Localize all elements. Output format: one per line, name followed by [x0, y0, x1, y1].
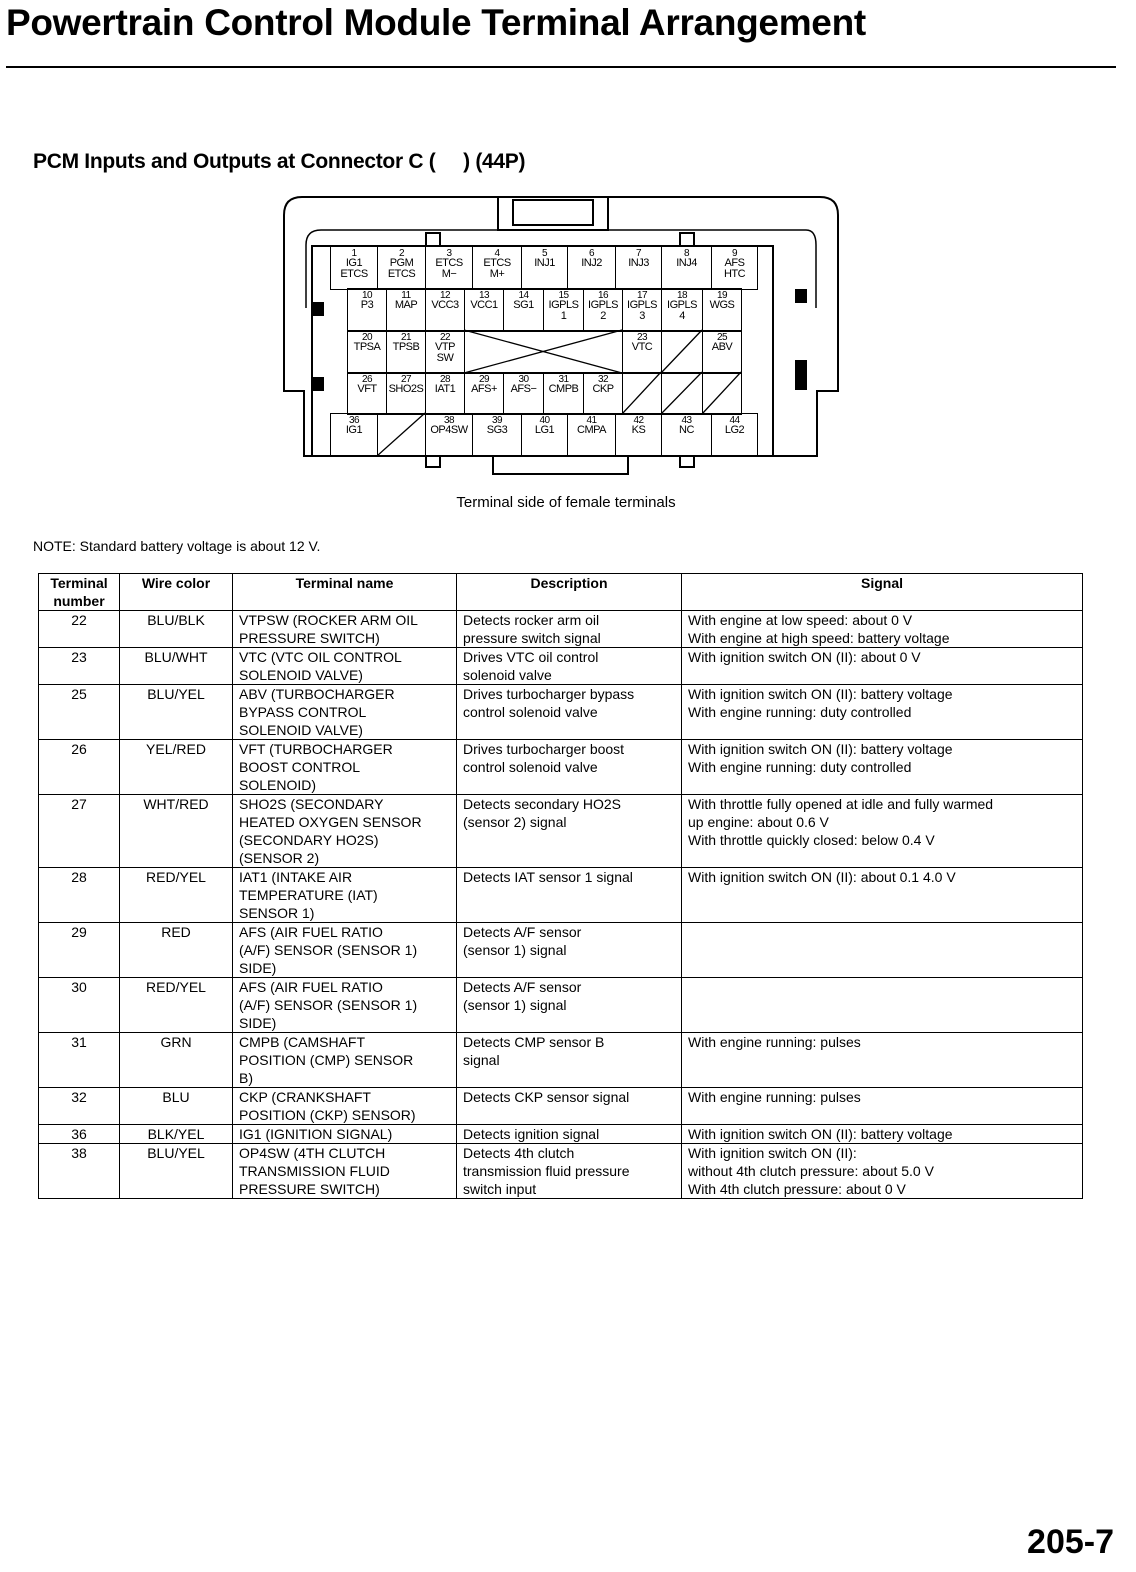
wire-color-cell: BLU/BLK — [120, 611, 233, 648]
terminal-cell — [425, 372, 465, 415]
description-cell: Detects CKP sensor signal — [457, 1088, 682, 1125]
terminal-cell — [503, 288, 544, 332]
unused-cavity-slash — [661, 372, 703, 415]
terminal-number: 11 — [401, 290, 411, 301]
terminal-name-cell: CKP (CRANKSHAFT POSITION (CKP) SENSOR) — [233, 1088, 457, 1125]
terminal-cell — [347, 330, 387, 374]
terminal-label: WGS — [709, 299, 735, 311]
signal-cell: With ignition switch ON (II): without 4th clutch pressure: about 5.0 V With 4th clutch pressure: about 0 V — [682, 1144, 1083, 1199]
terminal-label: IAT1 — [434, 383, 456, 395]
signal-cell — [682, 923, 1083, 978]
terminal-label: IG1 ETCS — [340, 257, 368, 280]
terminal-label: INJ3 — [628, 257, 649, 269]
terminal-label: ABV — [711, 341, 733, 353]
description-cell: Detects IAT sensor 1 signal — [457, 868, 682, 923]
page-number: 205-7 — [1027, 1523, 1114, 1561]
terminal-label: VCC1 — [470, 299, 498, 311]
terminal-number: 16 — [597, 290, 609, 301]
note: NOTE: Standard battery voltage is about 12 V. — [33, 538, 321, 554]
terminal-label: P3 — [360, 299, 374, 311]
terminal-cell — [425, 413, 473, 457]
terminal-number: 26 — [361, 374, 373, 385]
terminal-number: 6 — [588, 248, 595, 259]
wire-color-cell: RED — [120, 923, 233, 978]
terminal-cell — [711, 413, 758, 457]
terminal-cell — [543, 288, 584, 332]
terminal-label: LG1 — [534, 424, 555, 436]
table-row — [39, 1033, 1083, 1088]
signal-cell: With ignition switch ON (II): battery voltage With engine running: duty controlled — [682, 685, 1083, 740]
terminal-number-cell: 26 — [39, 740, 120, 795]
terminal-label: AFS+ — [471, 383, 497, 395]
terminal-number-cell: 22 — [39, 611, 120, 648]
terminal-number: 12 — [439, 290, 451, 301]
terminal-cell — [330, 413, 378, 457]
connector-caption: Terminal side of female terminals — [456, 494, 676, 511]
signal-cell: With throttle fully opened at idle and fully warmed up engine: about 0.6 V With throttle quickly closed: below 0.4 V — [682, 795, 1083, 868]
terminal-number: 38 — [443, 415, 455, 426]
unused-cavity-slash — [661, 330, 703, 374]
terminal-number: 41 — [586, 415, 597, 426]
terminal-cell — [615, 413, 662, 457]
description-cell: Detects CMP sensor B signal — [457, 1033, 682, 1088]
terminal-number: 28 — [439, 374, 451, 385]
wire-color-cell: BLU/YEL — [120, 685, 233, 740]
terminal-number-cell: 38 — [39, 1144, 120, 1199]
section-heading: PCM Inputs and Outputs at Connector C ( ) (44P) — [33, 150, 526, 173]
terminal-name-cell: VFT (TURBOCHARGER BOOST CONTROL SOLENOID) — [233, 740, 457, 795]
terminal-label: IG1 — [345, 424, 363, 436]
terminal-number: 21 — [400, 332, 412, 343]
terminal-label: TPSB — [392, 341, 420, 353]
terminal-cell — [425, 330, 465, 374]
wire-color-cell: BLU/WHT — [120, 648, 233, 685]
terminal-cell — [377, 246, 426, 290]
signal-cell: With engine at low speed: about 0 V With engine at high speed: battery voltage — [682, 611, 1083, 648]
terminal-number: 44 — [729, 415, 740, 426]
terminal-label: PGM ETCS — [387, 257, 416, 280]
terminal-name-cell: CMPB (CAMSHAFT POSITION (CMP) SENSOR B) — [233, 1033, 457, 1088]
table-row — [39, 868, 1083, 923]
terminal-number: 19 — [716, 290, 728, 301]
terminal-number: 20 — [361, 332, 373, 343]
terminal-cell — [543, 372, 584, 415]
description-cell: Detects rocker arm oil pressure switch signal — [457, 611, 682, 648]
terminal-number: 43 — [681, 415, 692, 426]
description-cell: Drives turbocharger boost control solenoid valve — [457, 740, 682, 795]
terminal-number: 1 — [351, 248, 357, 259]
terminal-label: SHO2S — [388, 383, 424, 395]
terminal-cell — [702, 330, 742, 374]
terminal-label: SG3 — [486, 424, 508, 436]
terminal-cell — [347, 288, 387, 332]
terminal-number: 18 — [676, 290, 688, 301]
terminal-label: IGPLS 2 — [588, 299, 618, 322]
terminal-name-cell: IG1 (IGNITION SIGNAL) — [233, 1125, 457, 1144]
terminal-number: 17 — [636, 290, 648, 301]
description-cell: Drives VTC oil control solenoid valve — [457, 648, 682, 685]
terminal-cell — [464, 288, 504, 332]
terminal-number: 5 — [541, 248, 548, 259]
unused-cavity-slash — [377, 413, 426, 457]
terminal-number: 9 — [731, 248, 738, 259]
terminal-label: ETCS M+ — [483, 257, 511, 280]
terminal-label: IGPLS 1 — [548, 299, 579, 322]
terminal-cell — [583, 372, 623, 415]
terminal-cell — [702, 288, 742, 332]
terminal-cell — [521, 413, 568, 457]
terminal-cell — [347, 372, 387, 415]
wire-color-cell: WHT/RED — [120, 795, 233, 868]
terminal-label: VTP SW — [435, 341, 455, 364]
col-description: Description — [457, 574, 682, 611]
signal-cell: With engine running: pulses — [682, 1033, 1083, 1088]
table-row — [39, 795, 1083, 868]
table-row — [39, 611, 1083, 648]
terminal-number: 27 — [400, 374, 412, 385]
unused-cavity-slash — [702, 372, 742, 415]
wire-color-cell: BLK/YEL — [120, 1125, 233, 1144]
terminal-name-cell: VTPSW (ROCKER ARM OIL PRESSURE SWITCH) — [233, 611, 457, 648]
terminal-cell — [472, 246, 522, 290]
terminal-number: 7 — [635, 248, 642, 259]
terminal-number-cell: 27 — [39, 795, 120, 868]
terminal-label: MAP — [394, 299, 418, 311]
terminal-cell — [661, 246, 712, 290]
terminal-number-cell: 32 — [39, 1088, 120, 1125]
terminal-number: 29 — [478, 374, 490, 385]
terminal-number-cell: 30 — [39, 978, 120, 1033]
col-signal: Signal — [682, 574, 1083, 611]
terminal-cell — [386, 330, 426, 374]
unused-cavity-cross — [464, 330, 623, 374]
terminal-label: INJ4 — [676, 257, 697, 269]
terminal-number: 15 — [558, 290, 569, 301]
col-terminal-number: Terminal number — [39, 574, 120, 611]
terminal-label: ETCS M− — [435, 257, 463, 280]
terminal-label: CMPA — [577, 424, 606, 436]
table-row — [39, 1125, 1083, 1144]
terminal-cell — [622, 288, 662, 332]
unused-cavity-slash — [622, 372, 662, 415]
terminal-number: 25 — [716, 332, 728, 343]
terminal-name-cell: ABV (TURBOCHARGER BYPASS CONTROL SOLENOID VALVE) — [233, 685, 457, 740]
terminal-label: VTC — [631, 341, 653, 353]
description-cell: Drives turbocharger bypass control solenoid valve — [457, 685, 682, 740]
terminal-label: LG2 — [724, 424, 745, 436]
terminal-number: 30 — [518, 374, 529, 385]
col-terminal-name: Terminal name — [233, 574, 457, 611]
terminal-number: 22 — [439, 332, 451, 343]
terminal-cell — [386, 288, 426, 332]
terminal-label: INJ1 — [534, 257, 555, 269]
terminal-label: IGPLS 3 — [627, 299, 657, 322]
wire-color-cell: BLU — [120, 1088, 233, 1125]
terminal-number-cell: 36 — [39, 1125, 120, 1144]
signal-cell: With ignition switch ON (II): about 0.1 4.0 V — [682, 868, 1083, 923]
terminal-number: 23 — [636, 332, 648, 343]
terminal-number: 4 — [494, 248, 500, 259]
table-row — [39, 923, 1083, 978]
terminal-number: 2 — [398, 248, 405, 259]
description-cell: Detects A/F sensor (sensor 1) signal — [457, 978, 682, 1033]
terminal-number: 36 — [348, 415, 360, 426]
wire-color-cell: BLU/YEL — [120, 1144, 233, 1199]
terminal-number: 42 — [633, 415, 644, 426]
terminal-label: VFT — [357, 383, 377, 395]
terminal-name-cell: IAT1 (INTAKE AIR TEMPERATURE (IAT) SENSOR 1) — [233, 868, 457, 923]
description-cell: Detects 4th clutch transmission fluid pressure switch input — [457, 1144, 682, 1199]
terminal-cell — [661, 413, 712, 457]
description-cell: Detects ignition signal — [457, 1125, 682, 1144]
terminal-cell — [425, 288, 465, 332]
terminal-number-cell: 31 — [39, 1033, 120, 1088]
terminal-number: 31 — [558, 374, 569, 385]
terminal-number: 13 — [478, 290, 490, 301]
signal-cell: With ignition switch ON (II): battery voltage — [682, 1125, 1083, 1144]
terminal-name-cell: SHO2S (SECONDARY HEATED OXYGEN SENSOR (SECONDARY HO2S) (SENSOR 2) — [233, 795, 457, 868]
terminal-number: 39 — [491, 415, 503, 426]
table-header-row — [39, 574, 1083, 611]
signal-cell — [682, 978, 1083, 1033]
terminal-label: TPSA — [353, 341, 381, 353]
terminal-number: 8 — [683, 248, 690, 259]
table-row — [39, 1144, 1083, 1199]
terminal-number-cell: 25 — [39, 685, 120, 740]
terminal-cell — [615, 246, 662, 290]
terminal-number: 10 — [361, 290, 373, 301]
terminal-cell — [622, 330, 662, 374]
wire-color-cell: YEL/RED — [120, 740, 233, 795]
description-cell: Detects secondary HO2S (sensor 2) signal — [457, 795, 682, 868]
terminal-label: AFS HTC — [723, 257, 746, 280]
terminal-label: OP4SW — [430, 424, 468, 436]
terminal-number-cell: 23 — [39, 648, 120, 685]
terminal-label: CKP — [592, 383, 614, 395]
terminal-cell — [425, 246, 473, 290]
terminal-name-cell: OP4SW (4TH CLUTCH TRANSMISSION FLUID PRESSURE SWITCH) — [233, 1144, 457, 1199]
wire-color-cell: GRN — [120, 1033, 233, 1088]
terminal-label: INJ2 — [581, 257, 602, 269]
terminal-cell — [711, 246, 758, 290]
terminal-label: AFS− — [510, 383, 537, 395]
terminal-label: NC — [679, 424, 694, 436]
signal-cell: With engine running: pulses — [682, 1088, 1083, 1125]
terminal-label: IGPLS 4 — [667, 299, 697, 322]
terminal-number: 40 — [539, 415, 550, 426]
terminal-name-cell: AFS (AIR FUEL RATIO (A/F) SENSOR (SENSOR 1) SIDE) — [233, 978, 457, 1033]
table-row — [39, 685, 1083, 740]
terminal-cell — [521, 246, 568, 290]
terminal-cell — [472, 413, 522, 457]
terminal-cell — [503, 372, 544, 415]
terminal-cell — [464, 372, 504, 415]
terminal-cell — [567, 413, 616, 457]
terminal-number: 14 — [518, 290, 529, 301]
wire-color-cell: RED/YEL — [120, 868, 233, 923]
terminal-table — [38, 573, 1083, 1199]
terminal-label: SG1 — [513, 299, 534, 311]
terminal-cell — [567, 246, 616, 290]
wire-color-cell: RED/YEL — [120, 978, 233, 1033]
terminal-cell — [661, 288, 703, 332]
terminal-cell — [583, 288, 623, 332]
terminal-cell — [330, 246, 378, 290]
terminal-number-cell: 29 — [39, 923, 120, 978]
terminal-cell — [386, 372, 426, 415]
page-title: Powertrain Control Module Terminal Arrangement — [6, 2, 866, 43]
terminal-name-cell: AFS (AIR FUEL RATIO (A/F) SENSOR (SENSOR 1) SIDE) — [233, 923, 457, 978]
description-cell: Detects A/F sensor (sensor 1) signal — [457, 923, 682, 978]
signal-cell: With ignition switch ON (II): battery voltage With engine running: duty controlled — [682, 740, 1083, 795]
col-wire-color: Wire color — [120, 574, 233, 611]
table-row — [39, 648, 1083, 685]
table-row — [39, 978, 1083, 1033]
terminal-number: 3 — [446, 248, 452, 259]
signal-cell: With ignition switch ON (II): about 0 V — [682, 648, 1083, 685]
terminal-label: CMPB — [548, 383, 579, 395]
terminal-label: KS — [631, 424, 646, 436]
table-row — [39, 740, 1083, 795]
table-row — [39, 1088, 1083, 1125]
terminal-name-cell: VTC (VTC OIL CONTROL SOLENOID VALVE) — [233, 648, 457, 685]
terminal-number: 32 — [597, 374, 609, 385]
terminal-number-cell: 28 — [39, 868, 120, 923]
terminal-label: VCC3 — [431, 299, 459, 311]
